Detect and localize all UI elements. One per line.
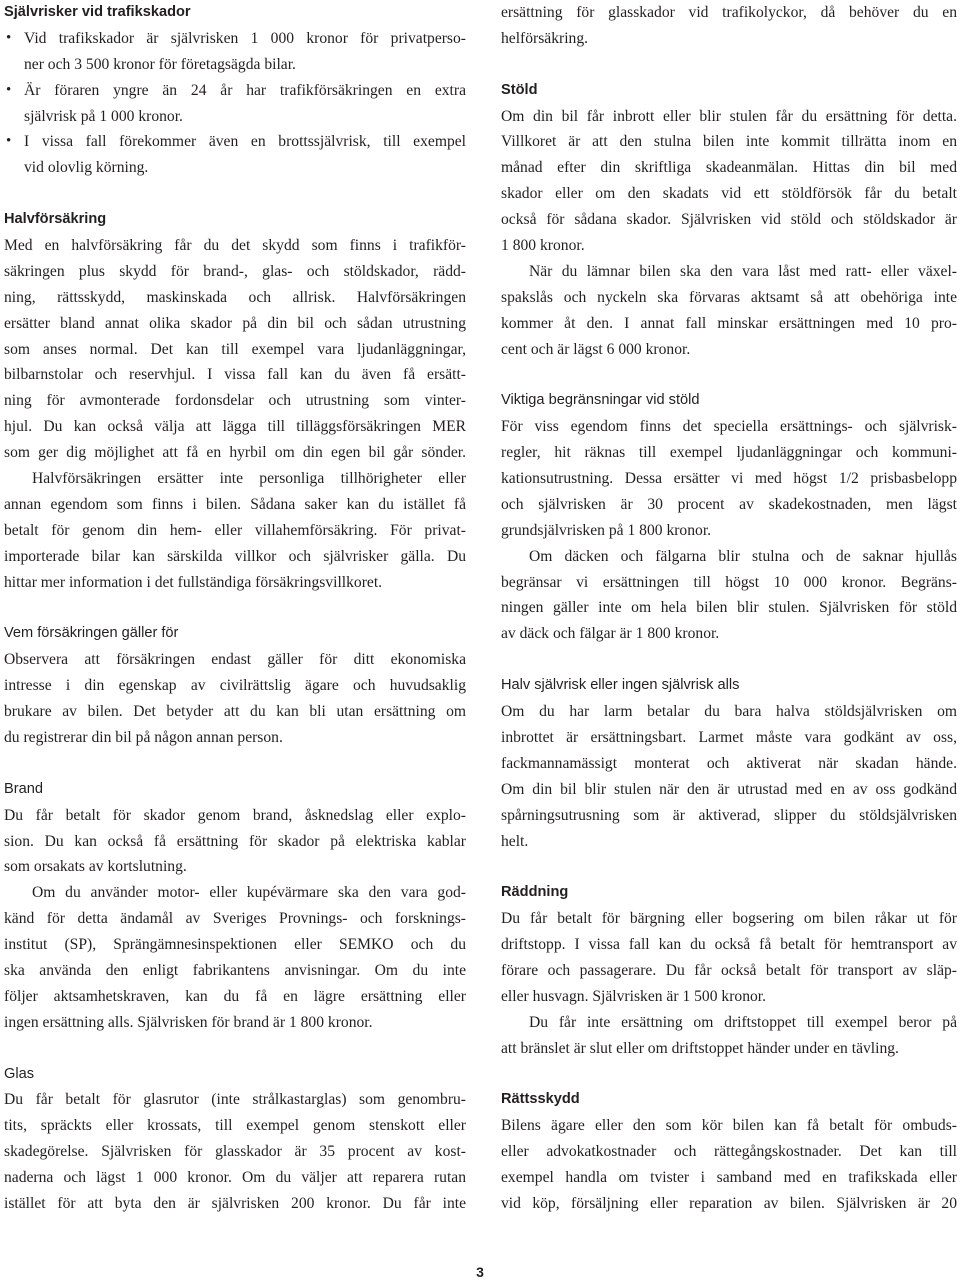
bullet-icon: •	[6, 29, 12, 46]
heading-halv-sjalvrisk: Halv självrisk eller ingen självrisk alls	[501, 677, 740, 694]
text-line: ska använda den enligt fabrikantens anvisningar. Om du inte	[4, 961, 466, 979]
spacer	[4, 181, 466, 207]
paragraph	[501, 544, 957, 648]
text-line: helförsäkring.	[501, 29, 589, 47]
paragraph	[4, 233, 466, 466]
text-line: eller advokatkostnader och rättegångskostnader. Det kan till	[501, 1143, 957, 1161]
text-line: du registrerar din bil på någon annan person.	[4, 728, 283, 746]
spacer	[501, 854, 957, 880]
paragraph	[501, 699, 957, 854]
text-line: ning för avmonterade fordonsdelar och utrustning som vinter-	[4, 392, 466, 410]
text-line: Om din bil får inbrott eller blir stulen får du ersättning för detta.	[501, 107, 957, 125]
text-line: ningen gäller inte om hela bilen blir stulen. Självrisken för stöld	[501, 599, 957, 617]
text-line: känd för detta ändamål av Sveriges Provnings- och forsknings-	[4, 910, 466, 928]
paragraph	[4, 466, 466, 595]
bullet-item-cont: ner och 3 500 kronor för företagsägda bilar.	[24, 55, 296, 73]
heading-halvforsakring: Halvförsäkring	[4, 211, 107, 228]
text-line: skadegörelse. Självrisken för glasskador är 35 procent av kost-	[4, 1143, 466, 1161]
text-line: begränsar vi ersättningen till högst 10 000 kronor. Begräns-	[501, 573, 957, 591]
text-line: Du får betalt för skador genom brand, åsknedslag eller explo-	[4, 806, 466, 824]
spacer	[501, 52, 957, 78]
heading-brand: Brand	[4, 780, 43, 797]
text-line: Med en halvförsäkring får du det skydd som finns i trafikför-	[4, 237, 466, 255]
paragraph	[501, 414, 957, 543]
text-line: skador eller om den skadats vid ett stöldförsök får du betalt	[501, 185, 957, 203]
spacer	[4, 595, 466, 621]
text-line: Observera att försäkringen endast gäller för ditt ekonomiska	[4, 651, 466, 669]
heading-raddning: Räddning	[501, 884, 569, 901]
text-line: och självrisken är 30 procent av skadekostnaden, men lägst	[501, 495, 957, 513]
text-line: fackmannamässigt monterat och aktiverat när skadan hände.	[501, 754, 957, 772]
text-line: Halvförsäkringen ersätter inte personliga tillhörigheter eller	[32, 470, 466, 488]
text-line: cent och är lägst 6 000 kronor.	[501, 340, 691, 358]
spacer	[4, 751, 466, 777]
spacer	[501, 647, 957, 673]
paragraph	[4, 803, 466, 881]
text-line: kationsutrustning. Dessa ersätter vi med högst 1/2 prisbasbelopp	[501, 470, 957, 488]
text-line: intresse i din egenskap av civilrättslig ägare och huvudsaklig	[4, 677, 466, 695]
paragraph	[4, 880, 466, 1035]
text-line: naderna och lägst 1 000 kronor. Om du väljer att reparera rutan	[4, 1169, 466, 1187]
paragraph	[501, 1113, 957, 1217]
text-line: ingen ersättning alls. Självrisken för brand är 1 800 kronor.	[4, 1013, 373, 1031]
text-line: exempel handla om tvister i samband med en trafikskada eller	[501, 1169, 957, 1187]
text-line: För viss egendom finns det speciella ersättnings- och självrisk-	[501, 418, 957, 436]
text-line: Du får inte ersättning om driftstoppet till exempel beror på	[529, 1013, 957, 1031]
paragraph	[4, 647, 466, 751]
text-line: förare och passagerare. Du får också betalt för transport av släp-	[501, 961, 957, 979]
heading-rattsskydd: Rättsskydd	[501, 1091, 580, 1108]
text-line: följer aktsamhetskraven, kan du få en lägre ersättning eller	[4, 987, 466, 1005]
text-line: Bilens ägare eller den som kör bilen kan få betalt för ombuds-	[501, 1117, 957, 1135]
left-column	[4, 0, 466, 1217]
text-line: ersättning för glasskador vid trafikolyckor, då behöver du en	[501, 4, 957, 21]
bullet-item-cont: självrisk på 1 000 kronor.	[24, 107, 183, 125]
paragraph	[501, 906, 957, 1010]
bullet-item-cont: vid olovlig körning.	[24, 159, 149, 177]
text-line: månad efter din skriftliga skadeanmälan. Hittas din bil med	[501, 159, 957, 177]
text-line: betalt för genom din hem- eller villahemförsäkring. För privat-	[4, 521, 466, 539]
paragraph	[4, 1087, 466, 1216]
spacer	[501, 362, 957, 388]
text-line: av däck och fälgar är 1 800 kronor.	[501, 625, 720, 643]
text-line: också för sådana skador. Självrisken vid stöld och stöldskador är	[501, 211, 957, 229]
text-line: helt.	[501, 832, 529, 850]
text-line: Om däcken och fälgarna blir stulna och de saknar hjullås	[529, 547, 957, 565]
text-line: eller husvagn. Självrisken är 1 500 kronor.	[501, 987, 767, 1005]
text-line: Om du använder motor- eller kupévärmare ska den vara god-	[32, 884, 466, 902]
text-line: driftstopp. I vissa fall kan du också få betalt för hemtransport av	[501, 936, 957, 954]
bullet-icon: •	[6, 81, 12, 98]
bullet-item: • Vid trafikskador är självrisken 1 000 kronor för privatperso-	[4, 26, 466, 52]
bullet-item: • Är föraren yngre än 24 år har trafikförsäkringen en extra	[4, 78, 466, 104]
text-line: som anses normal. Det kan till exempel vara ljudanläggningar,	[4, 340, 466, 358]
paragraph	[501, 104, 957, 259]
text-line: istället för att byta den är självrisken 200 kronor. Du får inte	[4, 1194, 466, 1212]
text-line: tits, spräckts eller krossats, till exempel genom stenskott eller	[4, 1117, 466, 1135]
text-line: ersätter bland annat olika skador på din bil och sådan utrustning	[4, 314, 466, 332]
bullet-list	[4, 26, 466, 181]
text-line: spakslås och nyckeln ska förvaras aktsamt så att obehöriga inte	[501, 288, 957, 306]
spacer	[4, 1036, 466, 1062]
text-line: institut (SP), Sprängämnesinspektionen eller SEMKO och du	[4, 936, 466, 954]
text-line: grundsjälvrisken på 1 800 kronor.	[501, 521, 712, 539]
text-line: Villkoret är att den stulna bilen inte kommit tillrätta inom en	[501, 133, 957, 151]
text-line: importerade bilar kan särskilda villkor och självrisker gälla. Du	[4, 547, 466, 565]
text-line: vid köp, försäljning eller reparation av bilen. Självrisken är 20	[501, 1194, 957, 1212]
text-line: Om du har larm betalar du bara halva stöldsjälvrisken om	[501, 703, 957, 721]
paragraph	[501, 259, 957, 363]
text-line: Om din bil blir stulen när den är utrustad med en av oss godkänd	[501, 780, 957, 798]
text-line: hittar mer information i det fullständiga försäkringsvillkoret.	[4, 573, 383, 591]
paragraph	[501, 0, 957, 52]
text-line: spårningsutrusning som är aktiverad, slipper du stöldsjälvrisken	[501, 806, 957, 824]
text-line: annan egendom som finns i bilen. Sådana saker kan du istället få	[4, 495, 466, 513]
right-column	[501, 0, 957, 1217]
text-line: ning, rättsskydd, maskinskada och allrisk. Halvförsäkringen	[4, 288, 466, 306]
text-line: Du får betalt för glasrutor (inte strålkastarglas) som genombru-	[4, 1091, 466, 1109]
bullet-item: • I vissa fall förekommer även en brottssjälvrisk, till exempel	[4, 129, 466, 155]
heading-stold: Stöld	[501, 81, 538, 98]
bullet-icon: •	[6, 133, 12, 150]
text-line: sion. Du kan också få ersättning för skador på elektriska kablar	[4, 832, 466, 850]
text-line: som orsakats av kortslutning.	[4, 858, 187, 876]
heading-vem: Vem försäkringen gäller för	[4, 625, 179, 642]
text-line: Du får betalt för bärgning eller bogsering om bilen råkar ut för	[501, 910, 957, 928]
text-line: inbrottet är ersättningsbart. Larmet måste vara godkänt av oss,	[501, 728, 957, 746]
text-line: regler, hit räknas till exempel ljudanläggningar och kommuni-	[501, 444, 957, 462]
page-number: 3	[476, 1264, 484, 1280]
text-line: bilbarnstolar och reservhjul. I vissa fall kan du även få ersätt-	[4, 366, 466, 384]
spacer	[501, 1062, 957, 1088]
text-line: När du lämnar bilen ska den vara låst med ratt- eller växel-	[529, 262, 957, 280]
text-line: kommer åt den. I annat fall minskar ersättningen med 10 pro-	[501, 314, 957, 332]
heading-glas: Glas	[4, 1065, 35, 1082]
text-line: att bränslet är slut eller om driftstoppet händer under en tävling.	[501, 1039, 899, 1057]
text-line: hjul. Du kan också välja att lägga till tilläggsförsäkringen MER	[4, 418, 466, 436]
text-line: 1 800 kronor.	[501, 237, 585, 255]
text-line: som ger dig möjlighet att få en hyrbil om din egen bil går sönder.	[4, 444, 466, 462]
paragraph	[501, 1010, 957, 1062]
text-line: säkringen plus skydd för brand-, glas- och stöldskador, rädd-	[4, 262, 466, 280]
heading-sjalvrisker: Självrisker vid trafikskador	[4, 4, 191, 20]
text-line: brukare av bilen. Det betyder att du kan bli utan ersättning om	[4, 703, 466, 721]
heading-viktiga: Viktiga begränsningar vid stöld	[501, 392, 700, 409]
